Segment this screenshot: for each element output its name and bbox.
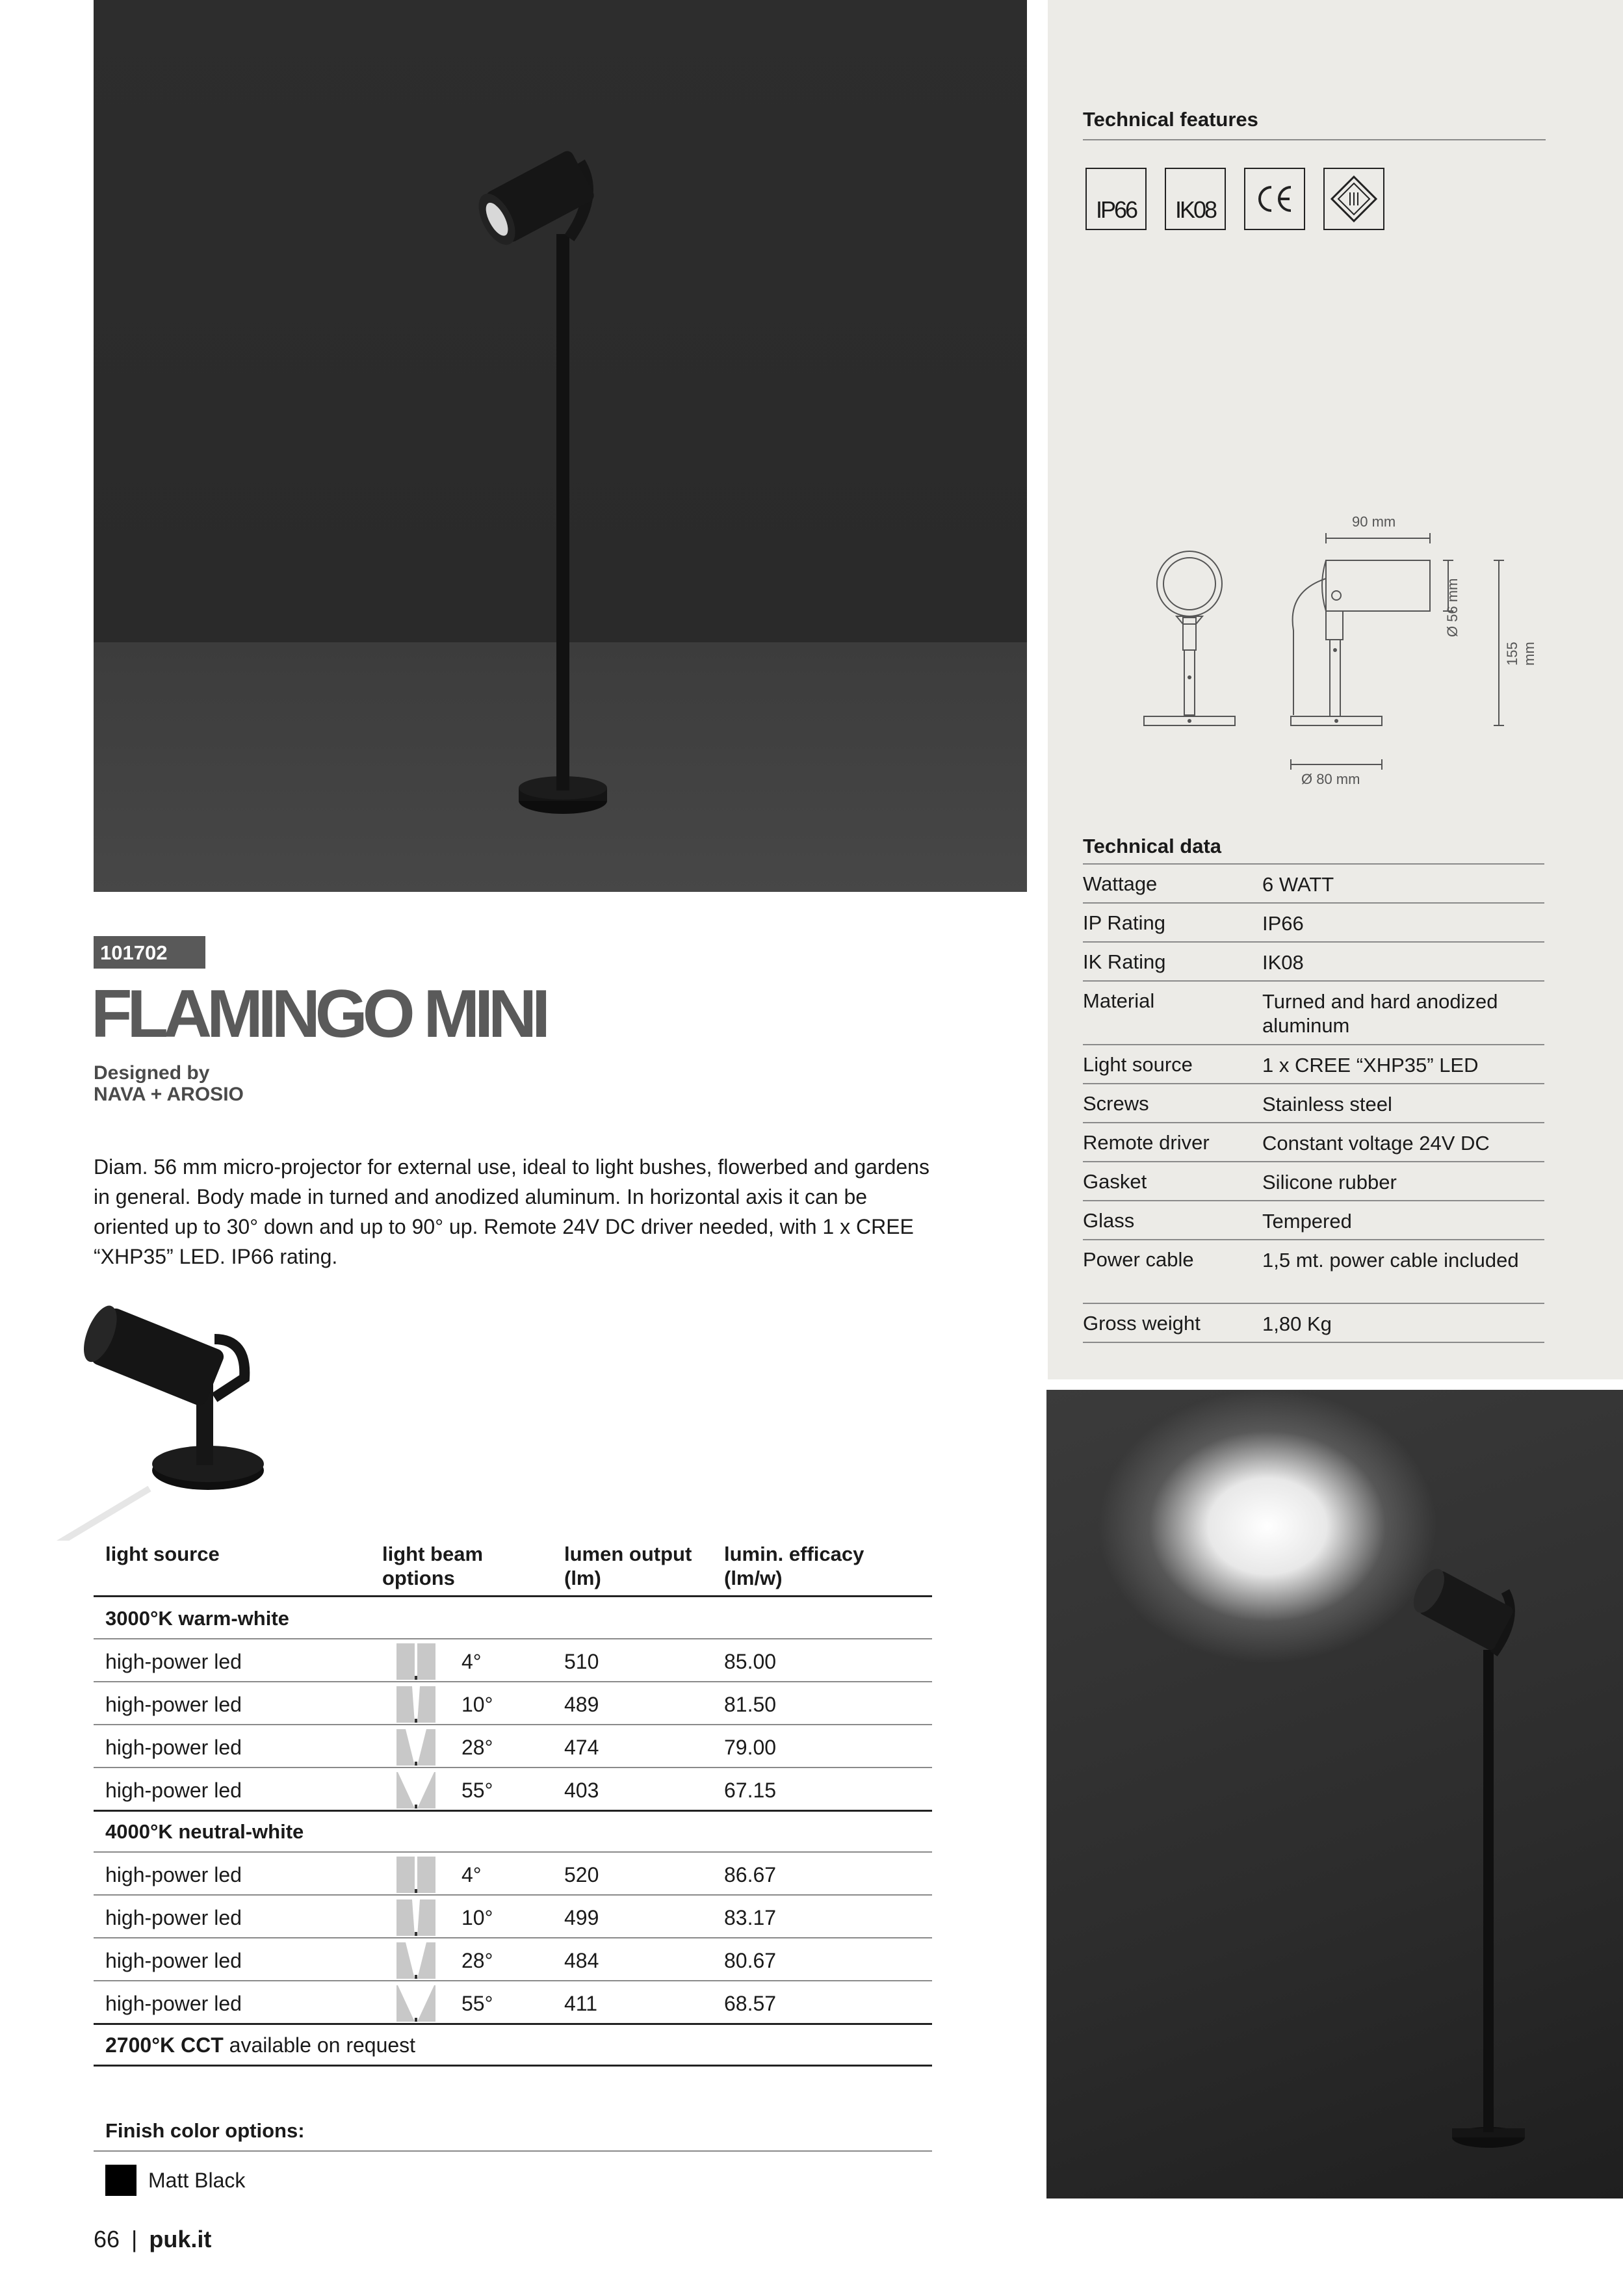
- table-row: high-power led 10° 499 83.17: [94, 1896, 932, 1938]
- table-row: high-power led 4° 510 85.00: [94, 1639, 932, 1682]
- class-three-icon: [1323, 168, 1384, 230]
- page-number: 66: [94, 2226, 120, 2252]
- header-light-beam: light beam options: [382, 1543, 484, 1589]
- table-row: high-power led 28° 474 79.00: [94, 1725, 932, 1768]
- header-lumen-output: lumen output (lm): [564, 1543, 692, 1589]
- group-label-neutral-white: 4000°K neutral-white: [105, 1820, 304, 1843]
- cct-note-bold: 2700°K CCT: [105, 2033, 224, 2057]
- hero-product-photo: [94, 0, 1027, 892]
- dimension-drawing: [1131, 507, 1547, 793]
- designed-by-label: Designed by: [94, 1062, 210, 1084]
- lamp-illustration: [94, 0, 1027, 892]
- product-code-badge: 101702: [94, 936, 205, 969]
- tech-row-power-cable: Power cable 1,5 mt. power cable included: [1083, 1240, 1544, 1304]
- group-label-warm-white: 3000°K warm-white: [105, 1607, 289, 1630]
- beam-10-icon: [396, 1899, 435, 1936]
- designer-name: NAVA + AROSIO: [94, 1084, 244, 1105]
- beam-28-icon: [396, 1729, 435, 1766]
- group-rule: [94, 1810, 932, 1812]
- color-option-label: Matt Black: [148, 2169, 246, 2192]
- product-detail-image: [52, 1294, 273, 1541]
- dimension-base-label: Ø 80 mm: [1301, 771, 1360, 787]
- color-swatch-matt-black: [105, 2165, 136, 2196]
- dimension-width-label: 90 mm: [1352, 514, 1396, 530]
- beam-28-icon: [396, 1942, 435, 1979]
- dimension-height-label: 155 mm: [1504, 642, 1537, 666]
- divider: [1083, 139, 1546, 140]
- ip66-badge: IP66: [1085, 168, 1147, 230]
- page-footer: [94, 2226, 211, 2253]
- beam-4-icon: [396, 1857, 435, 1893]
- tech-row-ip-rating: IP Rating IP66: [1083, 904, 1544, 943]
- tech-row-gasket: Gasket Silicone rubber: [1083, 1162, 1544, 1201]
- beam-55-icon: [396, 1772, 435, 1808]
- tech-row-wattage: Wattage 6 WATT: [1083, 865, 1544, 904]
- ce-mark-icon: [1244, 168, 1305, 230]
- divider: [94, 2150, 932, 2152]
- group-rule: [94, 2023, 932, 2025]
- site-link[interactable]: puk.it: [149, 2226, 212, 2252]
- mood-photo: [1046, 1390, 1623, 2198]
- cct-note-text: available on request: [223, 2033, 416, 2057]
- technical-features-title: Technical features: [1083, 108, 1258, 131]
- designer-credit: [94, 1062, 244, 1105]
- tech-row-material: Material Turned and hard anodized aluminum: [1083, 982, 1544, 1045]
- table-row: high-power led 55° 403 67.15: [94, 1768, 932, 1810]
- ik08-badge: IK08: [1165, 168, 1226, 230]
- tech-row-ik-rating: IK Rating IK08: [1083, 943, 1544, 982]
- header-light-source: light source: [105, 1543, 220, 1565]
- technical-data-title: Technical data: [1083, 835, 1222, 857]
- header-luminous-efficacy: lumin. efficacy (lm/w): [724, 1543, 864, 1589]
- tech-row-gross-weight: Gross weight 1,80 Kg: [1083, 1304, 1544, 1343]
- table-header-rule: [94, 1595, 932, 1597]
- tech-row-remote-driver: Remote driver Constant voltage 24V DC: [1083, 1123, 1544, 1162]
- cct-note: [105, 2033, 415, 2057]
- table-row: high-power led 4° 520 86.67: [94, 1853, 932, 1896]
- dimension-head-diameter-label: Ø 56 mm: [1444, 578, 1461, 637]
- beam-4-icon: [396, 1643, 435, 1680]
- table-row: high-power led 28° 484 80.67: [94, 1938, 932, 1981]
- beam-10-icon: [396, 1686, 435, 1723]
- table-row: high-power led 55° 411 68.57: [94, 1981, 932, 2023]
- table-bottom-rule: [94, 2065, 932, 2067]
- table-row: high-power led 10° 489 81.50: [94, 1682, 932, 1725]
- product-title: FLAMINGO MINI: [91, 976, 546, 1052]
- beam-55-icon: [396, 1985, 435, 2022]
- footer-separator: |: [131, 2226, 138, 2252]
- tech-row-screws: Screws Stainless steel: [1083, 1084, 1544, 1123]
- tech-row-light-source: Light source 1 x CREE “XHP35” LED: [1083, 1045, 1544, 1084]
- product-description: Diam. 56 mm micro-projector for external use, ideal to light bushes, flowerbed and gardens in general. Body made in turned and anodized aluminum. In horizontal axis it can be oriented up to 30° down and up to 90° up. Remote 24V DC driver needed, with 1 x CREE “XHP35” LED. IP66 rating.: [94, 1155, 929, 1268]
- finish-title: Finish color options:: [105, 2119, 305, 2142]
- tech-row-glass: Glass Tempered: [1083, 1201, 1544, 1240]
